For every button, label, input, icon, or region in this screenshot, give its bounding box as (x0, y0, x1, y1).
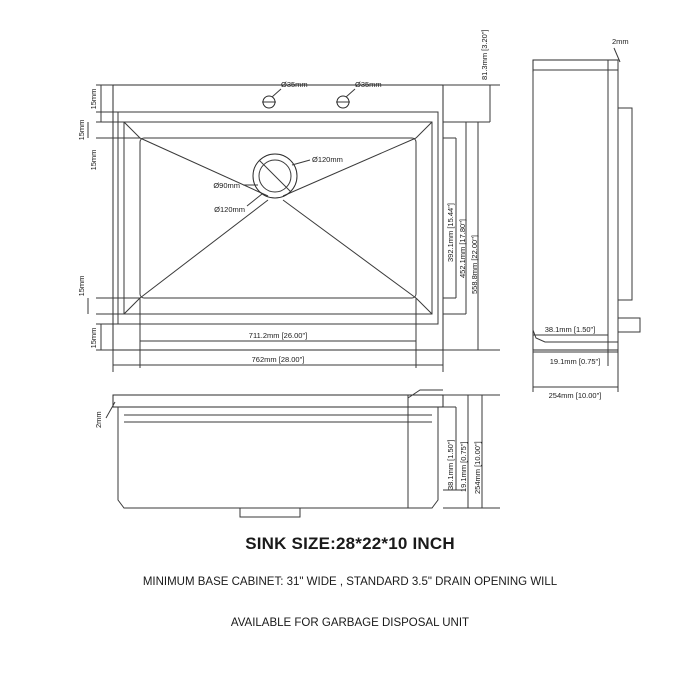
label-drain-mid-text: Ø120mm (312, 155, 343, 164)
label-side-381 (545, 325, 596, 334)
label-bottom-7112 (249, 331, 307, 340)
label-front-254-text: 254mm [10.00"] (473, 441, 482, 494)
drain-slope-line-bl (140, 200, 268, 298)
side-view-back-flange (618, 108, 632, 300)
sink-size-title: SINK SIZE:28*22*10 INCH (245, 534, 455, 553)
label-bottom-762-text: 762mm [28.00"] (251, 355, 305, 364)
label-drain-inner-text: Ø90mm (213, 181, 240, 190)
basin-corner-slope-bl (124, 298, 140, 314)
label-side-191-text: 19.1mm [0.75"] (549, 357, 601, 366)
leader-front-2mm (106, 402, 115, 418)
label-left-15-d-text: 15mm (77, 275, 86, 297)
label-side-254-text: 254mm [10.00"] (548, 391, 602, 400)
label-bottom-7112-text: 711.2mm [26.00"] (248, 331, 308, 340)
drain-slope-line-br (283, 200, 416, 298)
label-top-hole-left (281, 80, 308, 89)
label-drain-outer-text: Ø120mm (214, 205, 245, 214)
label-right-3921-text: 392.1mm [15.44"] (446, 203, 455, 262)
label-right-5588 (470, 235, 479, 294)
label-front-2mm-text: 2mm (94, 411, 103, 428)
label-right-3921 (446, 203, 455, 262)
label-left-15-b-text: 15mm (77, 119, 86, 141)
label-front-381 (446, 439, 455, 490)
top-view-basin-bottom (140, 138, 416, 298)
label-side-2mm-text: 2mm (612, 37, 629, 46)
label-drain-mid (312, 155, 343, 164)
label-left-15-b (77, 120, 86, 141)
label-left-15-e (89, 328, 98, 349)
label-left-15-a (89, 89, 98, 110)
label-front-381-text: 38.1mm [1.50"] (446, 439, 455, 490)
label-side-381-text: 38.1mm [1.50"] (544, 325, 596, 334)
leader-hole-right (346, 89, 355, 97)
label-right-813-text: 81.3mm [3.20"] (480, 29, 489, 80)
top-view-outer-rim (113, 85, 443, 350)
label-top-hole-left-text: Ø35mm (281, 80, 308, 89)
label-right-4521 (458, 219, 467, 278)
label-top-hole-right-text: Ø35mm (355, 80, 382, 89)
label-drain-inner (213, 181, 240, 190)
label-side-2mm (612, 37, 629, 46)
label-drain-outer (214, 205, 245, 214)
front-view-corner-slope (408, 390, 443, 398)
basin-corner-slope-br (416, 298, 432, 314)
side-view-body (533, 60, 618, 350)
label-front-2mm (94, 411, 103, 428)
side-view-lip (618, 318, 640, 332)
label-left-15-d (77, 276, 86, 297)
front-view-drain-boss (240, 508, 300, 517)
label-left-15-a-text: 15mm (89, 88, 98, 110)
leader-drain-mid (292, 160, 310, 165)
label-side-191 (550, 357, 601, 366)
cabinet-note-line-1: MINIMUM BASE CABINET: 31" WIDE , STANDARD 3.5" DRAIN OPENING WILL (142, 576, 558, 588)
leader-drain-outer (247, 194, 262, 206)
label-front-191 (459, 441, 468, 492)
label-left-15-c (89, 150, 98, 171)
basin-corner-slope-tl (124, 122, 140, 138)
front-view-rim (113, 395, 443, 407)
label-front-191-text: 19.1mm [0.75"] (459, 441, 468, 492)
leader-hole-left (272, 89, 281, 97)
label-right-4521-text: 452.1mm [17.80"] (458, 219, 467, 278)
label-right-813 (480, 29, 489, 80)
label-bottom-762 (252, 355, 305, 364)
label-front-254 (473, 441, 482, 494)
label-left-15-c-text: 15mm (89, 149, 98, 171)
label-left-15-e-text: 15mm (89, 327, 98, 349)
drain-slope-line-tl (140, 138, 268, 196)
cabinet-note-line-2: AVAILABLE FOR GARBAGE DISPOSAL UNIT (230, 617, 470, 629)
side-view-profile (533, 72, 618, 342)
label-top-hole-right (355, 80, 382, 89)
drain-slope-line-tr (283, 138, 416, 196)
basin-corner-slope-tr (416, 122, 432, 138)
label-side-254 (549, 391, 602, 400)
top-view-inner-rim (118, 112, 438, 324)
label-right-5588-text: 558.8mm [22.00"] (470, 235, 479, 294)
